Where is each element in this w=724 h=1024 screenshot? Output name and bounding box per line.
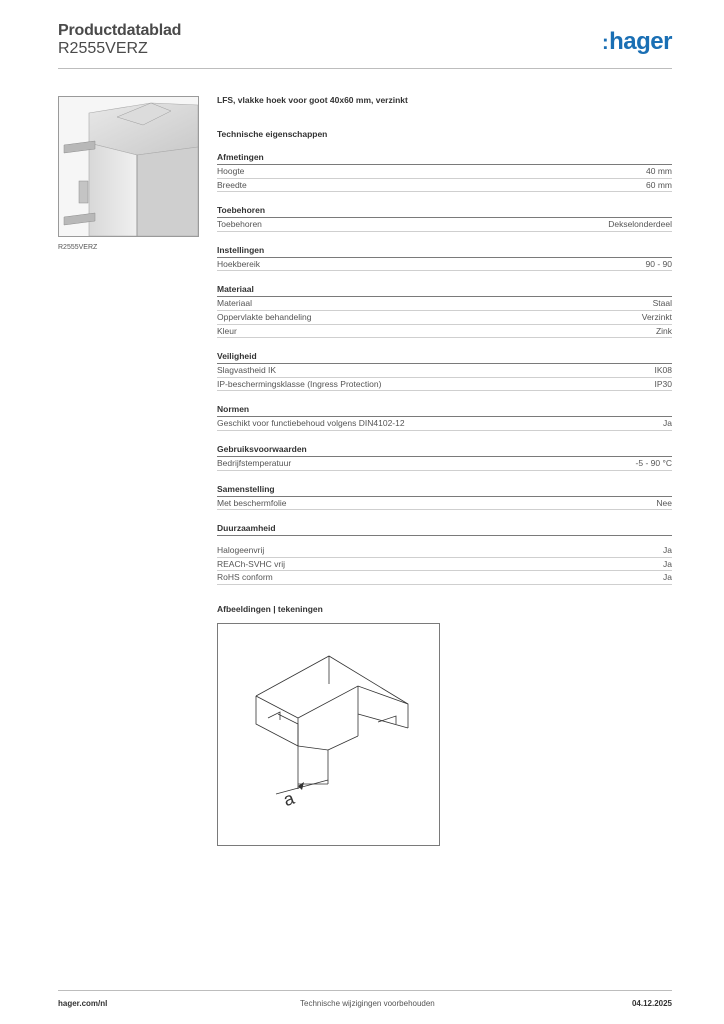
spec-value: Zink: [655, 325, 672, 336]
flat-angle-drawing: [218, 624, 439, 845]
spec-row: [217, 258, 672, 272]
section-title: Afmetingen: [217, 152, 672, 165]
spec-value: 90 - 90: [645, 258, 672, 269]
spec-row: [217, 544, 672, 558]
spec-section: [217, 205, 672, 232]
footer-divider: [58, 990, 672, 991]
footer-date: 04.12.2025: [631, 999, 672, 1008]
spec-section: [217, 484, 672, 511]
section-title: Samenstelling: [217, 484, 672, 497]
spec-label: RoHS conform: [217, 572, 273, 583]
spec-label: Met beschermfolie: [217, 497, 287, 508]
image-caption: R2555VERZ: [58, 244, 98, 251]
spec-section: [217, 523, 672, 585]
spec-section: [217, 284, 672, 338]
spec-row: [217, 179, 672, 193]
spec-row: [217, 457, 672, 471]
spec-label: Hoekbereik: [217, 258, 260, 269]
spec-section: [217, 351, 672, 391]
product-photo: [58, 96, 199, 237]
header-divider: [58, 68, 672, 69]
footer-note: Technische wijzigingen voorbehouden: [300, 999, 435, 1008]
technical-drawing: [217, 623, 440, 846]
spec-label: IP-beschermingsklasse (Ingress Protection): [217, 378, 382, 389]
spec-label: Slagvastheid IK: [217, 365, 277, 376]
logo-text: hager: [609, 28, 672, 55]
spec-label: Materiaal: [217, 298, 252, 309]
tech-heading: Technische eigenschappen: [217, 129, 328, 139]
spec-value: 40 mm: [646, 166, 672, 176]
product-photo-drawing: [59, 97, 198, 236]
spec-value: Ja: [663, 545, 672, 556]
spec-label: Bedrijfstemperatuur: [217, 457, 292, 468]
spec-section: [217, 444, 672, 471]
spec-label: Hoogte: [217, 166, 245, 176]
spec-value: Ja: [663, 418, 672, 429]
specifications: [217, 95, 672, 585]
section-title: Materiaal: [217, 284, 672, 297]
spec-row: [217, 364, 672, 378]
document-title: Productdatablad: [58, 22, 182, 39]
section-title: Toebehoren: [217, 205, 672, 218]
spec-value: 60 mm: [646, 179, 672, 190]
drawing-title: Afbeeldingen | tekeningen: [217, 604, 323, 614]
spec-value: Staal: [652, 298, 672, 309]
section-title: Instellingen: [217, 245, 672, 258]
spec-value: IK08: [654, 365, 672, 376]
spec-label: Breedte: [217, 179, 247, 190]
spec-row: [217, 497, 672, 511]
spec-label: Oppervlakte behandeling: [217, 311, 312, 322]
spec-row: [217, 378, 672, 392]
spec-value: Ja: [663, 558, 672, 569]
spec-row: [217, 558, 672, 572]
dimension-label: a: [280, 787, 297, 811]
spec-value: IP30: [654, 378, 672, 389]
spec-sections: [217, 152, 672, 585]
spec-label: Kleur: [217, 325, 237, 336]
spec-label: REACh-SVHC vrij: [217, 558, 286, 569]
logo-dots-icon: :: [601, 32, 609, 54]
spec-section: [217, 404, 672, 431]
spec-row: [217, 297, 672, 311]
spec-label: Halogeenvrij: [217, 545, 265, 556]
spec-value: Dekselonderdeel: [608, 219, 672, 230]
hager-logo: [602, 28, 672, 56]
section-title: Duurzaamheid: [217, 523, 672, 536]
spec-row: [217, 218, 672, 232]
spec-label: Toebehoren: [217, 219, 262, 230]
spec-section: [217, 152, 672, 192]
spec-row: [217, 571, 672, 585]
spec-label: Geschikt voor functiebehoud volgens DIN4102-12: [217, 418, 405, 429]
section-title: Normen: [217, 404, 672, 417]
section-title: Gebruiksvoorwaarden: [217, 444, 672, 457]
spec-row: [217, 325, 672, 339]
spec-row: [217, 165, 672, 179]
spec-row: [217, 311, 672, 325]
section-title: Veiligheid: [217, 351, 672, 364]
product-description: LFS, vlakke hoek voor goot 40x60 mm, verzinkt: [217, 95, 408, 105]
spec-value: Ja: [663, 572, 672, 583]
product-code: R2555VERZ: [58, 40, 148, 57]
spec-value: Nee: [656, 497, 672, 508]
spec-value: Verzinkt: [641, 311, 672, 322]
spec-row: [217, 417, 672, 431]
spec-section: [217, 245, 672, 272]
spec-value: -5 - 90 °C: [635, 457, 672, 468]
footer-website: hager.com/nl: [58, 999, 108, 1008]
